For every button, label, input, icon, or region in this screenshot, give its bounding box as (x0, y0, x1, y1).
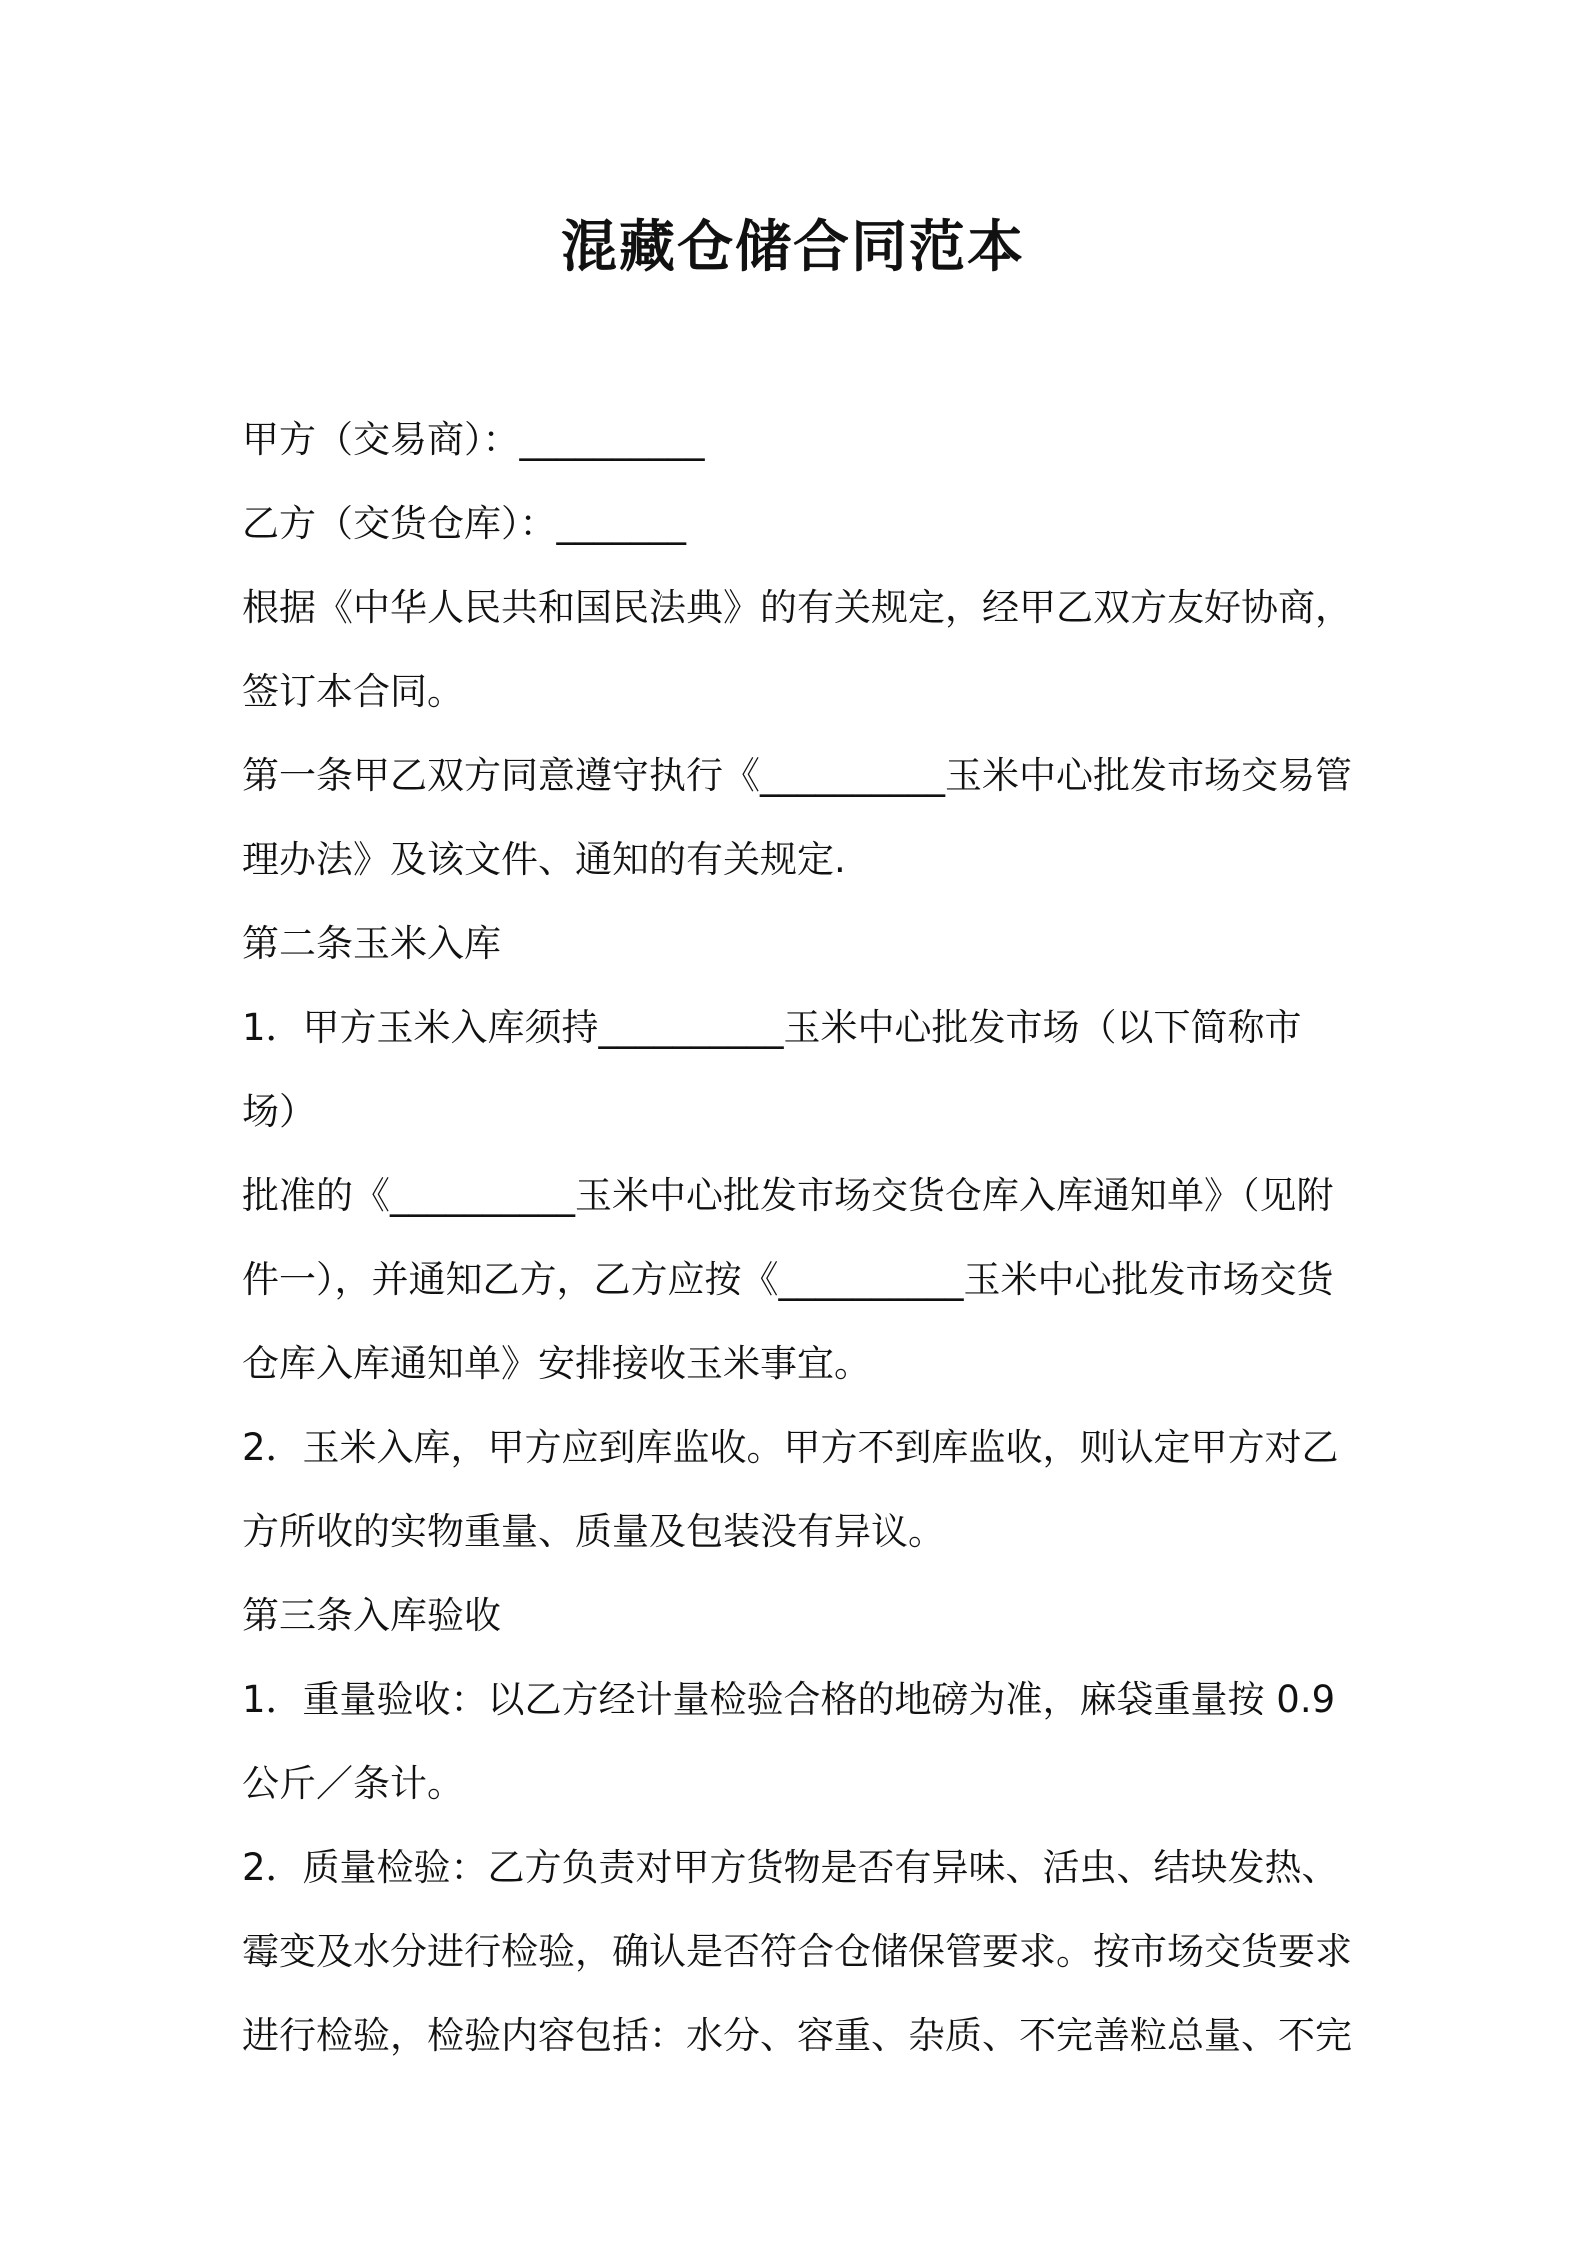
contract-body (242, 398, 1352, 2078)
preamble-line-1: 根据《中华人民共和国民法典》的有关规定，经甲乙双方友好协商， (242, 586, 1352, 629)
article-3-item-1-line-2: 公斤／条计。 (242, 1762, 464, 1805)
party-b-line: 乙方（交货仓库）：_______ (242, 502, 686, 545)
article-3-item-2-line-1: 2．质量检验：乙方负责对甲方货物是否有异味、活虫、结块发热、 (242, 1846, 1339, 1889)
article-2-item-1-line-3: 件一），并通知乙方，乙方应按《__________玉米中心批发市场交货 (242, 1258, 1334, 1301)
article-2-heading: 第二条玉米入库 (242, 922, 501, 965)
article-2-item-2-line-1: 2．玉米入库，甲方应到库监收。甲方不到库监收，则认定甲方对乙 (242, 1426, 1339, 1469)
article-3-item-2-line-3: 进行检验，检验内容包括：水分、容重、杂质、不完善粒总量、不完 (242, 2014, 1352, 2057)
party-a-line: 甲方（交易商）：__________ (242, 418, 705, 461)
article-3-item-1-line-1: 1．重量验收：以乙方经计量检验合格的地磅为准，麻袋重量按 0.9 (242, 1678, 1336, 1721)
article-1-line-1: 第一条甲乙双方同意遵守执行《__________玉米中心批发市场交易管 (242, 754, 1352, 797)
article-2-item-1-line-1: 1．甲方玉米入库须持__________玉米中心批发市场（以下简称市场） (242, 1006, 1302, 1133)
article-3-item-2-line-2: 霉变及水分进行检验，确认是否符合仓储保管要求。按市场交货要求 (242, 1930, 1352, 1973)
article-3-heading: 第三条入库验收 (242, 1594, 501, 1637)
article-2-item-1-line-2: 批准的《__________玉米中心批发市场交货仓库入库通知单》（见附 (242, 1174, 1334, 1217)
preamble-line-2: 签订本合同。 (242, 670, 464, 713)
article-1-line-2: 理办法》及该文件、通知的有关规定. (242, 838, 846, 881)
document-title: 混藏仓储合同范本 (561, 215, 1025, 280)
article-2-item-2-line-2: 方所收的实物重量、质量及包装没有异议。 (242, 1510, 945, 1553)
article-2-item-1-line-4: 仓库入库通知单》安排接收玉米事宜。 (242, 1342, 871, 1385)
